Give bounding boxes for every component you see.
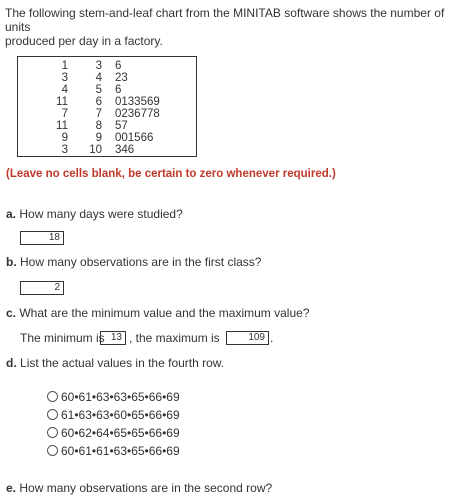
stem-cell: 5: [95, 84, 102, 96]
count-cell: 11: [56, 96, 68, 108]
answer-a-input[interactable]: 18: [20, 231, 64, 245]
question-c: [6, 306, 310, 320]
leaf-cell: 346: [115, 144, 135, 156]
option-2[interactable]: [47, 408, 180, 422]
count-cell: 11: [56, 120, 68, 132]
question-b-label: b.: [6, 255, 17, 269]
radio-button-icon[interactable]: [47, 445, 58, 456]
max-prefix-text: , the maximum is: [129, 331, 220, 345]
question-d-label: d.: [6, 356, 17, 370]
option-2-label: 61•63•63•60•65•66•69: [61, 408, 180, 422]
count-column: [18, 60, 68, 156]
question-a-text: How many days were studied?: [19, 207, 183, 221]
question-e-label: e.: [6, 481, 17, 495]
question-a-label: a.: [6, 207, 17, 221]
question-a: [6, 207, 183, 221]
radio-button-icon[interactable]: [47, 391, 58, 402]
count-cell: 1: [61, 60, 68, 72]
leaf-cell: 0236778: [115, 108, 160, 120]
stem-cell: 4: [95, 72, 102, 84]
suffix-text: .: [270, 331, 274, 345]
stem-cell: 8: [95, 120, 102, 132]
leaf-cell: 0133569: [115, 96, 160, 108]
count-cell: 9: [61, 132, 68, 144]
maximum-input[interactable]: 109: [226, 331, 269, 345]
leaf-cell: 23: [115, 72, 128, 84]
question-b: [6, 255, 261, 269]
min-prefix-text: The minimum is: [20, 331, 105, 345]
stem-cell: 6: [95, 96, 102, 108]
question-e: [6, 481, 272, 495]
option-3[interactable]: [47, 426, 180, 440]
question-c-label: c.: [6, 306, 17, 320]
question-d-text: List the actual values in the fourth row.: [20, 356, 225, 370]
count-cell: 7: [61, 108, 68, 120]
question-e-text: How many observations are in the second row?: [19, 481, 273, 495]
warning-text: (Leave no cells blank, be certain to zero whenever required.): [6, 168, 336, 180]
intro-line-2: produced per day in a factory.: [5, 34, 163, 48]
leaf-cell: 001566: [115, 132, 154, 144]
leaf-column: [115, 60, 160, 156]
count-cell: 3: [61, 144, 68, 156]
question-b-text: How many observations are in the first class?: [20, 255, 262, 269]
radio-button-icon[interactable]: [47, 409, 58, 420]
option-3-label: 60•62•64•65•65•66•69: [61, 426, 180, 440]
minimum-input[interactable]: 13: [100, 331, 126, 345]
stem-cell: 7: [95, 108, 102, 120]
answer-b-input[interactable]: 2: [20, 281, 64, 295]
radio-button-icon[interactable]: [47, 427, 58, 438]
stem-column: [80, 60, 102, 156]
leaf-cell: 6: [115, 60, 122, 72]
intro-text: [5, 6, 465, 48]
question-d: [6, 356, 224, 370]
option-1-label: 60•61•63•63•65•66•69: [61, 390, 180, 404]
stem-cell: 9: [95, 132, 102, 144]
stem-cell: 3: [95, 60, 102, 72]
stem-leaf-table: [17, 56, 197, 157]
count-cell: 4: [61, 84, 68, 96]
option-1[interactable]: [47, 390, 180, 404]
intro-line-1: The following stem-and-leaf chart from the MINITAB software shows the number of units: [5, 6, 445, 34]
option-4[interactable]: [47, 444, 180, 458]
leaf-cell: 6: [115, 84, 122, 96]
count-cell: 3: [61, 72, 68, 84]
option-4-label: 60•61•61•63•65•66•69: [61, 444, 180, 458]
question-c-text: What are the minimum value and the maximum value?: [19, 306, 310, 320]
leaf-cell: 57: [115, 120, 128, 132]
stem-cell: 10: [89, 144, 102, 156]
